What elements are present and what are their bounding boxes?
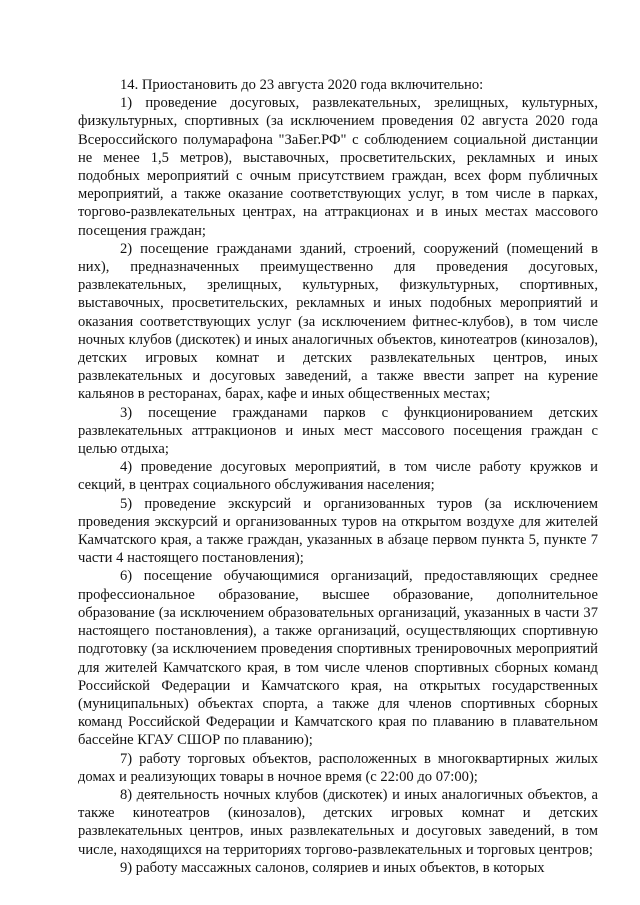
paragraph-item-4: 4) проведение досуговых мероприятий, в том числе работу кружков и секций, в центрах социального обслуживания населения; xyxy=(78,459,598,494)
document-body xyxy=(78,76,598,877)
paragraph-14-heading: 14. Приостановить до 23 августа 2020 года включительно: xyxy=(120,77,484,93)
paragraph-item-5: 5) проведение экскурсий и организованных туров (за исключением проведения экскурсий и организованных туров на открытом воздухе для жителей Камчатского края, а также граждан, указанных в абзаце первом пункта 5, пункте 7 части 4 настоящего постановления); xyxy=(78,495,598,567)
paragraph-item-9: 9) работу массажных салонов, соляриев и иных объектов, в которых xyxy=(120,859,545,876)
paragraph-item-8: 8) деятельность ночных клубов (дискотек) и иных аналогичных объектов, а также кинотеатров (кинозалов), детских игровых комнат и детских развлекательных центров, иных развлекательных и досуговых заведений, в том числе, находящихся на территориях торгово-развлекательных и торговых центров; xyxy=(78,786,598,858)
paragraph-item-3: 3) посещение гражданами парков с функционированием детских развлекательных аттракционов и иных мест массового посещения граждан с целью отдыха; xyxy=(78,404,598,458)
paragraph-item-1: 1) проведение досуговых, развлекательных, зрелищных, культурных, физкультурных, спортивных (за исключением проведения 02 августа 2020 года Всероссийского полумарафона "ЗаБег.РФ" с соблюдением социальной дистанции не менее 1,5 метров), выставочных, просветительских, рекламных и иных подобных мероприятий с очным присутствием граждан, всех форм публичных мероприятий, а также оказание соответствующих услуг, в том числе в парках, торгово-развлекательных центрах, на аттракционах и в иных местах массового посещения граждан; xyxy=(78,95,598,239)
paragraph-item-2: 2) посещение гражданами зданий, строений, сооружений (помещений в них), предназначенных преимущественно для проведения досуговых, развлекательных, зрелищных, культурных, физкультурных, спортивных, выставочных, просветительских, рекламных и иных подобных мероприятий и оказания соответствующих услуг (за исключением фитнес-клубов), в том числе ночных клубов (дискотек) и иных аналогичных объектов, кинотеатров (кинозалов), детских игровых комнат и детских развлекательных центров, иных развлекательных и досуговых заведений, а также ввести запрет на курение кальянов в ресторанах, барах, кафе и иных общественных местах; xyxy=(78,240,598,403)
paragraph-item-6: 6) посещение обучающимися организаций, предоставляющих среднее профессиональное образование, высшее образование, дополнительное образование (за исключением образовательных организаций, указанных в части 37 настоящего постановления), а также организаций, осуществляющих спортивную подготовку (за исключением проведения спортивных тренировочных мероприятий для жителей Камчатского края, в том числе членов спортивных сборных команд Российской Федерации и Камчатского края, на открытых государственных (муниципальных) объектах спорта, а также для членов спортивных сборных команд Российской Федерации и Камчатского края по плаванию в плавательном бассейне КГАУ СШОР по плаванию); xyxy=(78,568,598,749)
paragraph-item-7: 7) работу торговых объектов, расположенных в многоквартирных жилых домах и реализующих товары в ночное время (с 22:00 до 07:00); xyxy=(78,750,598,785)
